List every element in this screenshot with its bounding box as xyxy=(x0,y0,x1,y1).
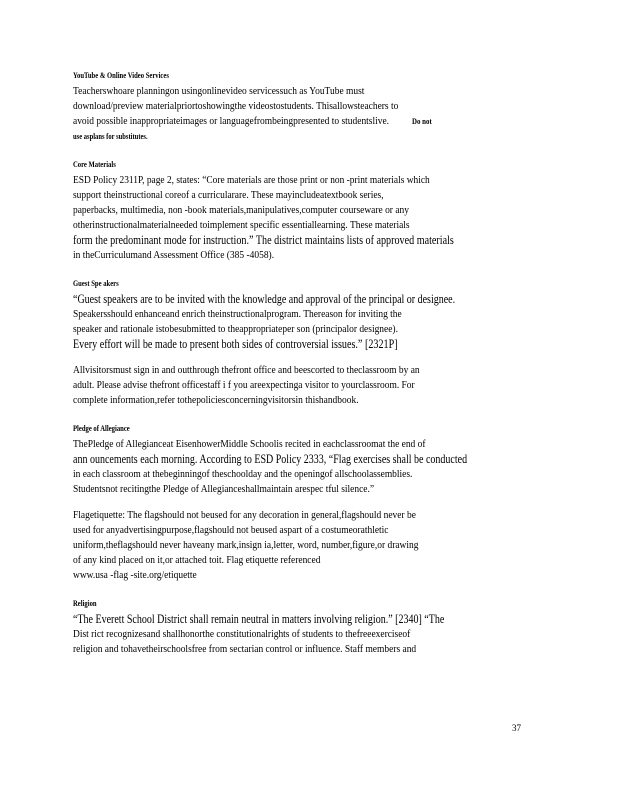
text-line: complete information,refer tothepoliciesconcerningvisitorsin thishandbook. xyxy=(73,394,359,406)
text-line: Every effort will be made to present both sides of controversial issues.” [2321P] xyxy=(73,337,398,351)
text-line: use asplans for substitutes. xyxy=(73,132,148,141)
text-line: Allvisitorsmust sign in and outthrough thefront office and beescorted to theclassroom by an xyxy=(73,364,420,376)
text-line: “The Everett School District shall remain neutral in matters involving religion.” [2340] “The xyxy=(73,612,445,626)
text-line: of any kind placed on it,or attached toit. Flag etiquette referenced xyxy=(73,554,321,566)
text-line: form the predominant mode for instruction.” The district maintains lists of approved materials xyxy=(73,233,454,247)
text-line: avoid possible inappropriateimages or languagefrombeingpresented to studentslive. xyxy=(73,115,390,127)
text-line: adult. Please advise thefront officestaff i f you areexpectinga visitor to yourclassroom. For xyxy=(73,379,415,391)
text-line: in theCurriculumand Assessment Office (385 -4058). xyxy=(73,249,275,261)
document-page xyxy=(73,70,528,672)
text-line: used for anyadvertisingpurpose,flagshould not beused aspart of a costumeorathletic xyxy=(73,524,389,536)
paragraph-flag-etiquette xyxy=(73,508,528,583)
text-line: paperbacks, multimedia, non -book materials,manipulatives,computer courseware or any xyxy=(73,204,409,216)
section-heading: Guest Spe akers xyxy=(73,278,119,288)
section-heading: Pledge of Allegiance xyxy=(73,423,130,433)
text-line: support theinstructional coreof a curricularare. These mayincludeatextbook series, xyxy=(73,189,384,201)
text-line: ESD Policy 2311P, page 2, states: “Core materials are those print or non -print materials which xyxy=(73,174,430,186)
section-pledge xyxy=(73,423,528,583)
text-line: uniform,theflagshould never haveany mark,insign ia,letter, word, number,figure,or drawing xyxy=(73,539,419,551)
section-guest-speakers xyxy=(73,278,528,408)
text-line: Studentsnot recitingthe Pledge of Allegianceshallmaintain arespec tful silence.” xyxy=(73,483,375,495)
section-heading: Core Materials xyxy=(73,159,116,169)
text-line: Teacherswhoare planningon usingonlinevideo servicessuch as YouTube must xyxy=(73,85,365,97)
text-line: religion and tohavetheirschoolsfree from sectarian control or influence. Staff members and xyxy=(73,643,417,655)
text-line: Speakersshould enhanceand enrich theinstructionalprogram. Thereason for inviting the xyxy=(73,308,402,320)
bold-inline-text: Do not xyxy=(412,117,432,126)
text-line: in each classroom at thebeginningof theschoolday and the openingof allschoolassemblies. xyxy=(73,468,413,480)
text-line: download/preview materialpriortoshowingthe videostostudents. Thisallowsteachers to xyxy=(73,100,399,112)
paragraph-visitors xyxy=(73,363,528,408)
text-line: “Guest speakers are to be invited with the knowledge and approval of the principal or designee. xyxy=(73,292,456,306)
text-line: ann ouncements each morning. According to ESD Policy 2333, “Flag exercises shall be conducted xyxy=(73,452,468,466)
text-line: Flagetiquette: The flagshould not beused for any decoration in general,flagshould never be xyxy=(73,509,416,521)
section-heading: Religion xyxy=(73,598,97,608)
section-youtube xyxy=(73,70,528,144)
section-core-materials xyxy=(73,159,528,263)
text-line: ThePledge of Allegianceat EisenhowerMiddle Schoolis recited in eachclassroomat the end of xyxy=(73,438,426,450)
section-religion xyxy=(73,598,528,657)
page-number: 37 xyxy=(512,723,521,733)
text-line: Dist rict recognizesand shallhonorthe constitutionalrights of students to thefreeexerciseof xyxy=(73,628,411,640)
text-line: speaker and rationale istobesubmitted to theappropriateper son (principalor designee). xyxy=(73,323,398,335)
text-line: otherinstructionalmaterialneeded toimplement specific essentiallearning. These materials xyxy=(73,219,410,231)
section-heading: YouTube & Online Video Services xyxy=(73,70,169,80)
text-line-with-bold xyxy=(73,114,464,129)
url-text: www.usa -flag -site.org/etiquette xyxy=(73,569,197,581)
